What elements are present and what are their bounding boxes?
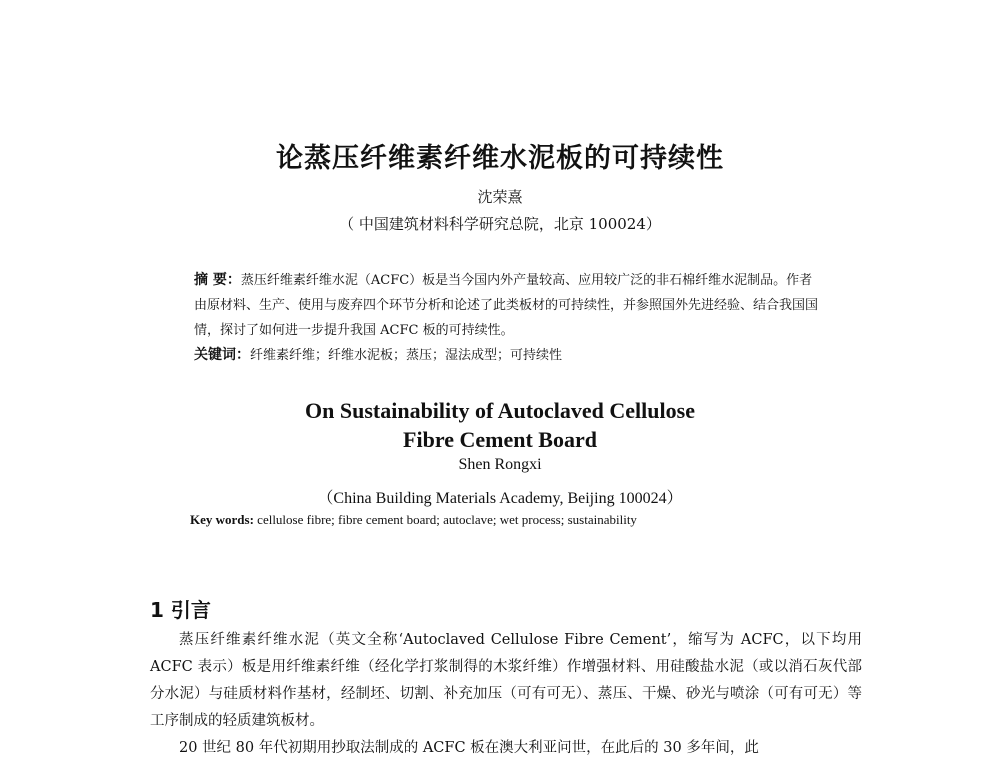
paragraph-1: 蒸压纤维素纤维水泥（英文全称‘Autoclaved Cellulose Fibre Cement’，缩写为 ACFC，以下均用 ACFC 表示）板是用纤维素纤维（经化学打浆制得的木浆纤维）作增强材料、用硅酸盐水泥（或以消石灰代部分水泥）与硅质材料作基材，经制坯、切割、补充加压（可有可无）、蒸压、干燥、砂光与喷涂（可有可无）等工序制成的轻质建筑板材。	[150, 632, 862, 729]
title-english-line2: Fibre Cement Board	[403, 427, 597, 452]
body-text	[150, 627, 862, 762]
keywords-text-chinese: 纤维素纤维；纤维水泥板；蒸压；湿法成型；可持续性	[250, 348, 563, 363]
keywords-english	[190, 512, 890, 528]
abstract-text: 蒸压纤维素纤维水泥（ACFC）板是当今国内外产量较高、应用较广泛的非石棉纤维水泥制品。作者由原材料、生产、使用与废弃四个环节分析和论述了此类板材的可持续性，并参照国外先进经验、结合我国国情，探讨了如何进一步提升我国 ACFC 板的可持续性。	[194, 273, 819, 338]
title-english-line1: On Sustainability of Autoclaved Cellulose	[305, 398, 695, 423]
author-chinese: 沈荣熹	[477, 188, 523, 206]
paragraph-2: 20 世纪 80 年代初期用抄取法制成的 ACFC 板在澳大利亚问世，在此后的 30 多年间，此	[179, 740, 759, 756]
title-english	[0, 396, 1000, 454]
author-english: Shen Rongxi	[458, 456, 542, 473]
keywords-label-chinese: 关键词：	[194, 347, 250, 363]
affiliation-chinese: （ 中国建筑材料科学研究总院，北京 100024）	[339, 215, 661, 233]
abstract-label: 摘 要：	[194, 272, 241, 288]
abstract-chinese	[194, 268, 824, 343]
title-chinese: 论蒸压纤维素纤维水泥板的可持续性	[276, 143, 724, 174]
keywords-text-english: cellulose fibre; fibre cement board; autoclave; wet process; sustainability	[253, 512, 637, 527]
keywords-label-english: Key words:	[190, 512, 254, 527]
keywords-chinese	[194, 343, 834, 368]
section-heading-introduction: 1 引言	[150, 598, 211, 622]
affiliation-english: （China Building Materials Academy, Beijing 100024）	[317, 490, 683, 507]
